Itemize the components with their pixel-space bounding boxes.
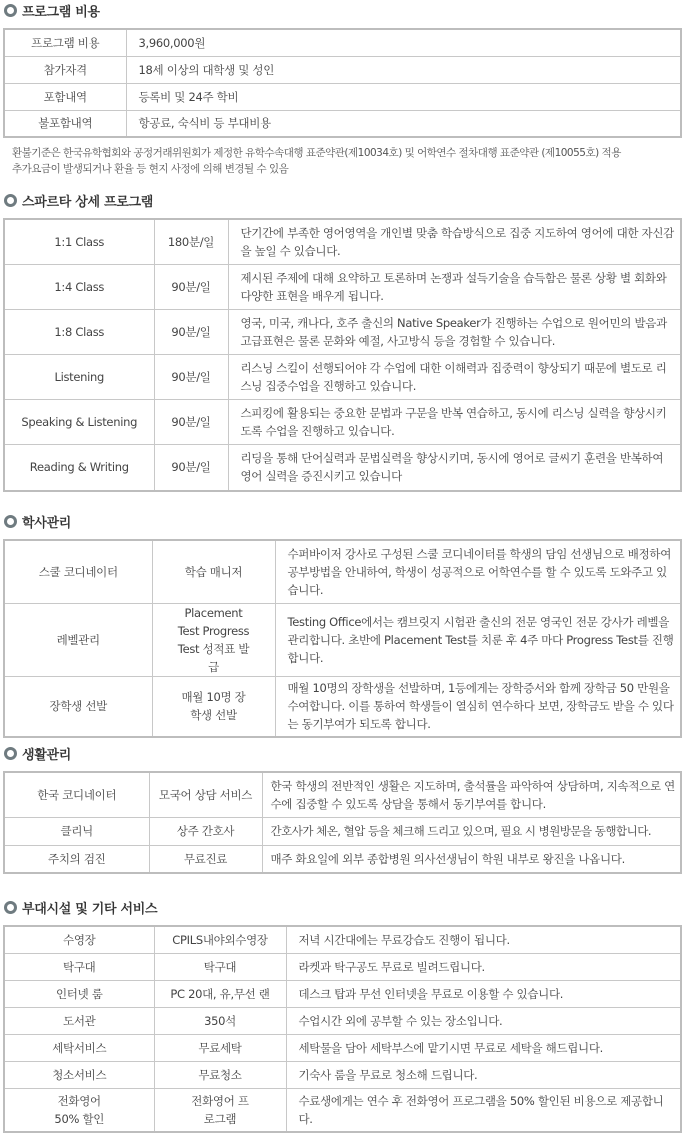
table-row [4, 354, 681, 399]
class-time: 90분/일 [154, 444, 228, 491]
facility-section-header [0, 897, 685, 917]
circle-bullet-icon [4, 4, 17, 17]
class-desc: 리스닝 스킬이 선행되어야 각 수업에 대한 이해력과 집중력이 향상되기 때문에 별도로 리스닝 집중수업을 진행하고 있습니다. [228, 354, 681, 399]
class-name: Reading & Writing [4, 444, 154, 491]
table-row [4, 83, 681, 110]
table-row [4, 444, 681, 491]
sparta-table [3, 218, 682, 492]
cost-section-header [0, 0, 685, 20]
cost-section [0, 0, 685, 177]
class-desc: 단기간에 부족한 영어영역을 개인별 맞춤 학습방식으로 집중 지도하여 영어에 대한 자신감을 높일 수 있습니다. [228, 219, 681, 264]
section-title: 부대시설 및 기타 서비스 [22, 901, 158, 917]
class-desc: 제시된 주제에 대해 요약하고 토론하며 논쟁과 설득기술을 습득함은 물론 상황 별 회화와 다양한 표현을 배우게 됩니다. [228, 264, 681, 309]
facility-name: 세탁서비스 [4, 1034, 154, 1061]
class-time: 90분/일 [154, 399, 228, 444]
class-time: 180분/일 [154, 219, 228, 264]
facility-section [0, 897, 685, 1133]
circle-bullet-icon [4, 515, 17, 528]
class-time: 90분/일 [154, 354, 228, 399]
item-desc: 매주 화요일에 외부 종합병원 의사선생님이 학원 내부로 왕진을 나옵니다. [262, 845, 681, 873]
class-name: 1:1 Class [4, 219, 154, 264]
table-row [4, 540, 681, 603]
facility-sub: 탁구대 [154, 953, 286, 980]
facility-sub: 전화영어 프로그램 [154, 1088, 286, 1132]
item-name: 클리닉 [4, 817, 149, 845]
facility-desc: 세탁물을 담아 세탁부스에 맡기시면 무료로 세탁을 해드립니다. [286, 1034, 681, 1061]
table-row [4, 56, 681, 83]
table-row [4, 1007, 681, 1034]
item-name: 주치의 검진 [4, 845, 149, 873]
item-desc: 한국 학생의 전반적인 생활은 지도하며, 출석률을 파악하여 상담하며, 지속적으로 연수에 집중할 수 있도록 상담을 통해서 동기부여를 합니다. [262, 772, 681, 817]
row-label: 불포함내역 [4, 110, 126, 137]
facility-sub: CPILS내야외수영장 [154, 926, 286, 953]
academic-table [3, 539, 682, 738]
sparta-section-header [0, 190, 685, 210]
item-name: 스쿨 코디네이터 [4, 540, 152, 603]
class-name: 1:4 Class [4, 264, 154, 309]
table-row [4, 817, 681, 845]
facility-desc: 저녁 시간대에는 무료강습도 진행이 됩니다. [286, 926, 681, 953]
class-time: 90분/일 [154, 264, 228, 309]
facility-table [3, 925, 682, 1133]
class-desc: 리딩을 통해 단어실력과 문법실력을 향상시키며, 동시에 영어로 글씨기 훈련을 반복하여 영어 실력을 증진시키고 있습니다 [228, 444, 681, 491]
item-sub: 학습 매니저 [152, 540, 275, 603]
item-sub: Placement Test Progress Test 성적표 발급 [152, 603, 275, 676]
class-desc: 스피킹에 활용되는 중요한 문법과 구문을 반복 연습하고, 동시에 리스닝 실력을 향상시키도록 수업을 진행하고 있습니다. [228, 399, 681, 444]
circle-bullet-icon [4, 194, 17, 207]
facility-name: 탁구대 [4, 953, 154, 980]
table-row [4, 926, 681, 953]
table-row [4, 1088, 681, 1132]
cost-table [3, 28, 682, 138]
item-sub: 무료진료 [149, 845, 262, 873]
row-value: 18세 이상의 대학생 및 성인 [126, 56, 681, 83]
section-title: 스파르타 상세 프로그램 [22, 194, 154, 210]
table-row [4, 309, 681, 354]
life-section [0, 743, 685, 874]
class-name: 1:8 Class [4, 309, 154, 354]
row-label: 참가자격 [4, 56, 126, 83]
row-label: 포함내역 [4, 83, 126, 110]
facility-sub: 무료청소 [154, 1061, 286, 1088]
facility-desc: 수업시간 외에 공부할 수 있는 장소입니다. [286, 1007, 681, 1034]
facility-name: 청소서비스 [4, 1061, 154, 1088]
class-name: Listening [4, 354, 154, 399]
item-desc: Testing Office에서는 캠브릿지 시험관 출신의 전문 영국인 전문 강사가 레벨을 관리합니다. 초반에 Placement Test를 치룬 후 4주 마다 Progress Test를 진행합니다. [275, 603, 681, 676]
table-row [4, 110, 681, 137]
academic-section [0, 511, 685, 738]
item-name: 한국 코디네이터 [4, 772, 149, 817]
table-row [4, 29, 681, 56]
facility-sub: 350석 [154, 1007, 286, 1034]
facility-sub: 무료세탁 [154, 1034, 286, 1061]
row-value: 등록비 및 24주 학비 [126, 83, 681, 110]
class-desc: 영국, 미국, 캐나다, 호주 출신의 Native Speaker가 진행하는 수업으로 원어민의 발음과 고급표현은 물론 문화와 예절, 사고방식 등을 경험할 수 있습니다. [228, 309, 681, 354]
table-row [4, 219, 681, 264]
row-value: 3,960,000원 [126, 29, 681, 56]
table-row [4, 399, 681, 444]
facility-sub: PC 20대, 유,무선 랜 [154, 980, 286, 1007]
table-row [4, 953, 681, 980]
section-title: 학사관리 [22, 515, 72, 531]
facility-desc: 라켓과 탁구공도 무료로 빌려드립니다. [286, 953, 681, 980]
row-label: 프로그램 비용 [4, 29, 126, 56]
table-row [4, 264, 681, 309]
section-title: 프로그램 비용 [22, 4, 100, 20]
life-section-header [0, 743, 685, 763]
table-row [4, 980, 681, 1007]
table-row [4, 1034, 681, 1061]
table-row [4, 845, 681, 873]
facility-name: 인터넷 룸 [4, 980, 154, 1007]
item-desc: 간호사가 체온, 혈압 등을 체크해 드리고 있으며, 필요 시 병원방문을 동행합니다. [262, 817, 681, 845]
facility-name: 수영장 [4, 926, 154, 953]
sparta-section [0, 190, 685, 492]
item-sub: 모국어 상담 서비스 [149, 772, 262, 817]
facility-name: 도서관 [4, 1007, 154, 1034]
class-time: 90분/일 [154, 309, 228, 354]
facility-desc: 기숙사 룸을 무료로 청소해 드립니다. [286, 1061, 681, 1088]
table-row [4, 1061, 681, 1088]
item-sub: 상주 간호사 [149, 817, 262, 845]
row-value: 항공료, 숙식비 등 부대비용 [126, 110, 681, 137]
item-name: 장학생 선발 [4, 676, 152, 737]
facility-desc: 데스크 탑과 무선 인터넷을 무료로 이용할 수 있습니다. [286, 980, 681, 1007]
item-sub: 매월 10명 장학생 선발 [152, 676, 275, 737]
refund-note: 환불기준은 한국유학협회와 공정거래위원회가 제정한 유학수속대행 표준약관(제10034호) 및 어학연수 절차대행 표준약관 (제10055호) 적용 [12, 147, 621, 159]
section-title: 생활관리 [22, 747, 72, 763]
life-table [3, 771, 682, 874]
table-row [4, 772, 681, 817]
class-name: Speaking & Listening [4, 399, 154, 444]
table-row [4, 676, 681, 737]
facility-desc: 수료생에게는 연수 후 전화영어 프로그램을 50% 할인된 비용으로 제공합니다. [286, 1088, 681, 1132]
academic-section-header [0, 511, 685, 531]
facility-name: 전화영어 50% 할인 [4, 1088, 154, 1132]
extra-charge-note: 추가요금이 발생되거나 환율 등 현지 사정에 의해 변경될 수 있음 [12, 162, 289, 175]
item-name: 레벨관리 [4, 603, 152, 676]
circle-bullet-icon [4, 901, 17, 914]
item-desc: 수퍼바이저 강사로 구성된 스쿨 코디네이터를 학생의 담임 선생님으로 배정하여 공부방법을 안내하여, 학생이 성공적으로 어학연수를 할 수 있도록 도와주고 있습니다. [275, 540, 681, 603]
item-desc: 매월 10명의 장학생을 선발하며, 1등에게는 장학증서와 함께 장학금 50 만원을 수여합니다. 이를 통하여 학생들이 열심히 연수하다 보면, 장학금도 받을 수 있다는 동기부여가 되도록 합니다. [275, 676, 681, 737]
circle-bullet-icon [4, 747, 17, 760]
table-row [4, 603, 681, 676]
